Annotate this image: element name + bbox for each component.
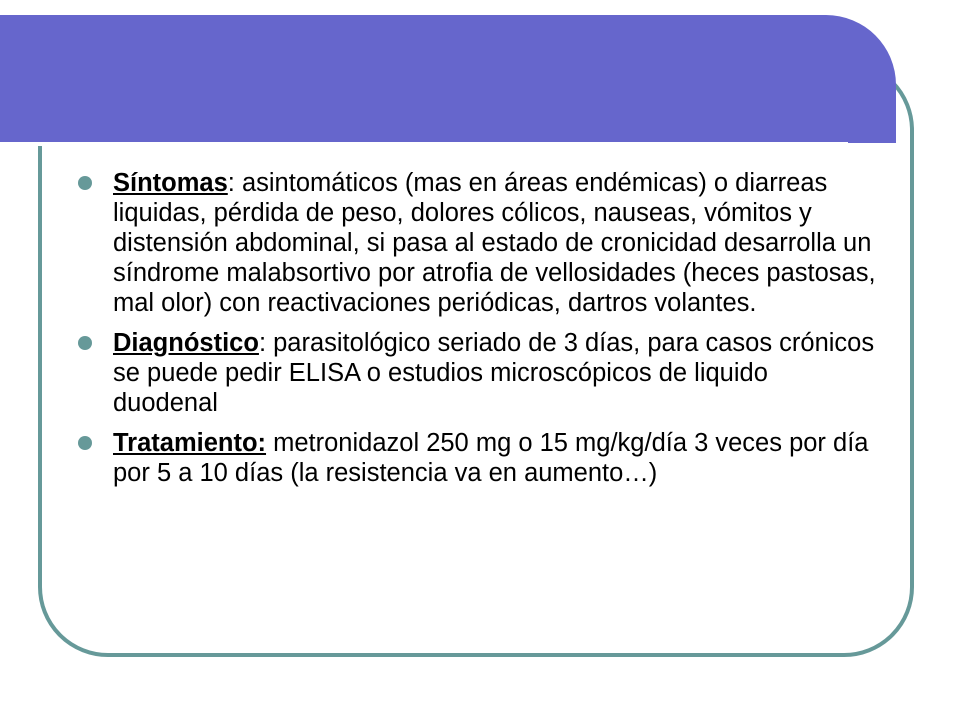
bullet-dot-icon <box>78 436 92 450</box>
bullet-item-sintomas <box>78 168 878 318</box>
bullet-term: Síntomas <box>113 169 228 197</box>
bullet-list <box>78 168 878 498</box>
bullet-text: : parasitológico seriado de 3 días, para casos crónicos se puede pedir ELISA o estudios microscópicos de liquido duodenal <box>113 329 875 417</box>
bullet-term: Tratamiento: <box>113 429 267 457</box>
bullet-dot-icon <box>78 176 92 190</box>
bullet-item-tratamiento <box>78 428 878 488</box>
header-band <box>0 15 896 143</box>
bullet-text: metronidazol 250 mg o 15 mg/kg/día 3 veces por día por 5 a 10 días (la resistencia va en aumento…) <box>113 429 869 487</box>
bullet-item-diagnostico <box>78 328 878 418</box>
header-divider <box>0 142 848 146</box>
bullet-dot-icon <box>78 336 92 350</box>
bullet-text: : asintomáticos (mas en áreas endémicas) o diarreas liquidas, pérdida de peso, dolores cólicos, nauseas, vómitos y distensión abdominal, si pasa al estado de cronicidad desarrolla un síndrome malabsortivo por atrofia de vellosidades (heces pastosas, mal olor) con reactivaciones periódicas, dartros volantes. <box>113 169 876 317</box>
bullet-term: Diagnóstico <box>113 329 259 357</box>
